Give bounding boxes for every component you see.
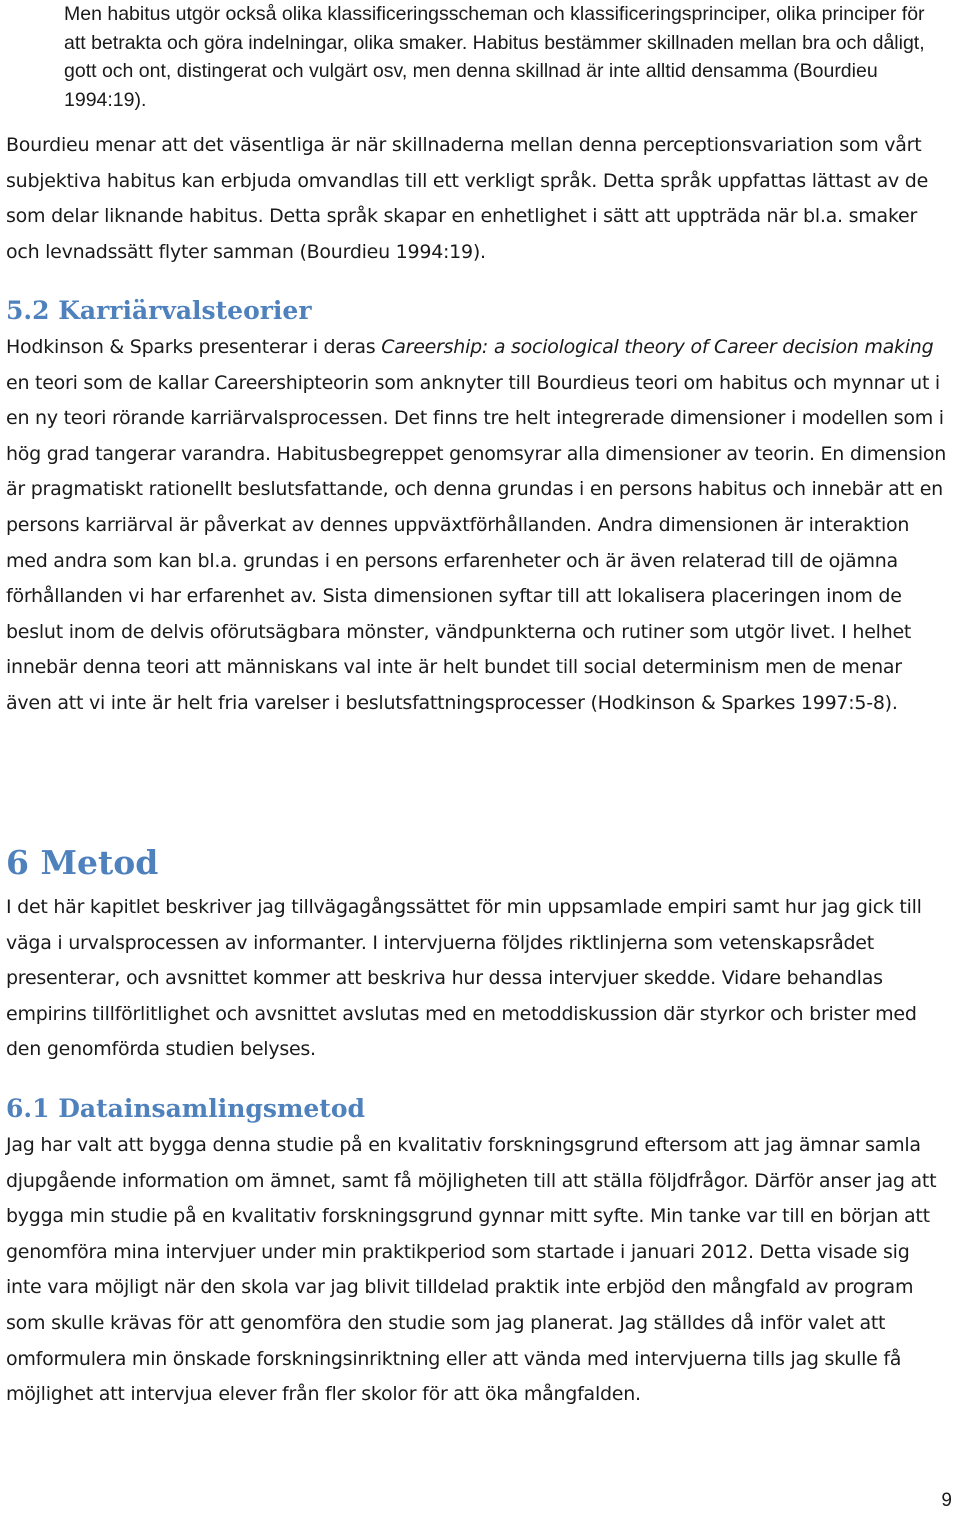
section-heading-6-1: 6.1 Datainsamlingsmetod <box>6 1094 366 1123</box>
paragraph-bourdieu: Bourdieu menar att det väsentliga är när skillnaderna mellan denna perceptionsvariation som vårt subjektiva habitus kan erbjuda omvandlas till ett verkligt språk. Detta språk uppfattas lättast av de som delar liknande habitus. Detta språk skapar en enhetlighet i sätt att uppträda när bl.a. smaker och levnadssätt flyter samman (Bourdieu 1994:19). <box>6 134 929 263</box>
paragraph-careership <box>6 330 950 722</box>
careership-intro: Hodkinson & Sparks presenterar i deras <box>6 336 382 358</box>
book-title: Careership: a sociological theory of Career decision making <box>381 336 934 358</box>
section-heading-5-2: 5.2 Karriärvalsteorier <box>6 296 312 325</box>
chapter-heading-6: 6 Metod <box>6 843 159 882</box>
paragraph-metod: I det här kapitlet beskriver jag tillvägagångssättet för min uppsamlade empiri samt hur jag gick till väga i urvalsprocessen av informanter. I intervjuerna följdes riktlinjerna som vetenskapsrådet presenterar, och avsnittet kommer att beskriva hur dessa intervjuer skedde. Vidare behandlas empirins tillförlitlighet och avsnittet avslutas med en metoddiskussion där styrkor och brister med den genomförda studien belyses. <box>6 896 922 1061</box>
paragraph-datainsamling: Jag har valt att bygga denna studie på en kvalitativ forskningsgrund eftersom att jag ämnar samla djupgående information om ämnet, samt få möjligheten till att ställa följdfrågor. Därför anser jag att bygga min studie på en kvalitativ forskningsgrund gynnar mitt syfte. Min tanke var till en början att genomföra mina intervjuer under min praktikperiod som startade i januari 2012. Detta visade sig inte vara möjligt när den skola var jag blivit tilldelad praktik inte erbjöd den mångfald av program som skulle krävas för att genomföra den studie som jag planerat. Jag ställdes då inför valet att omformulera min önskade forskningsinriktning eller att vända med intervjuerna tills jag skulle få möjlighet att intervjua elever från fler skolor för att öka mångfalden. <box>6 1134 937 1406</box>
careership-rest: en teori som de kallar Careershipteorin som anknyter till Bourdieus teori om habitus och mynnar ut i en ny teori rörande karriärvalsprocessen. Det finns tre helt integrerade dimensioner i modellen som i hög grad tangerar varandra. Habitusbegreppet genomsyrar alla dimensioner av teorin. En dimension är pragmatiskt rationellt beslutsfattande, och denna grundas i en persons habitus och innebär att en persons karriärval är påverkat av dennes uppväxtförhållanden. Andra dimensionen är interaktion med andra som kan bl.a. grundas i en persons erfarenheter och är även relaterad till de ojämna förhållanden vi har erfarenhet av. Sista dimensionen syftar till att lokalisera placeringen inom de beslut inom de delvis oförutsägbara mönster, vändpunkterna och rutiner som utgör livet. I helhet innebär denna teori att människans val inte är helt bundet till social determinism men de menar även att vi inte är helt fria varelser i beslutsfattningsprocesser (Hodkinson & Sparkes 1997:5-8). <box>6 371 947 714</box>
block-quote: Men habitus utgör också olika klassificeringsscheman och klassificeringsprinciper, olika principer för att betrakta och göra indelningar, olika smaker. Habitus bestämmer skillnaden mellan bra och dåligt, gott och ont, distingerat och vulgärt osv, men denna skillnad är inte alltid densamma (Bourdieu 1994:19). <box>64 3 925 111</box>
page-number: 9 <box>941 1490 952 1511</box>
